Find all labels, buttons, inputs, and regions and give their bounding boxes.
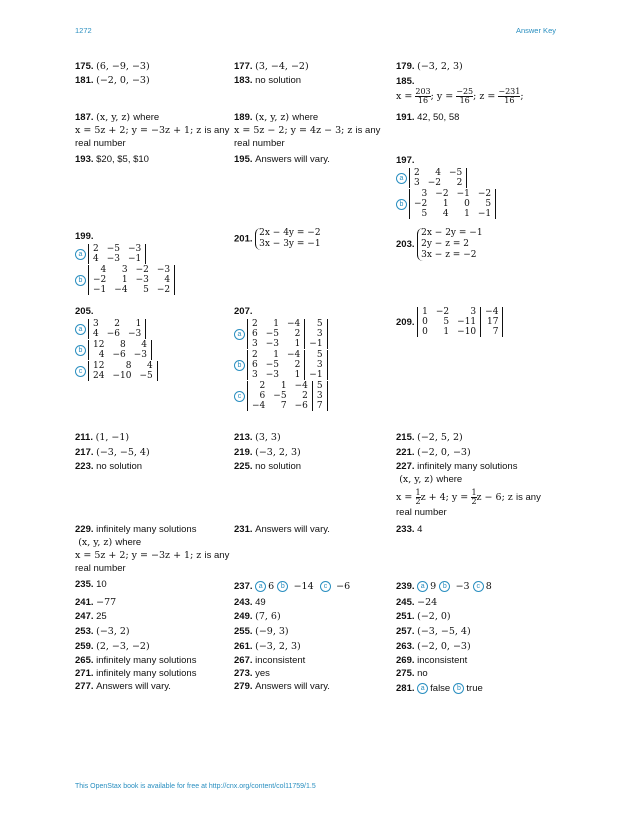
label-a-icon: a — [234, 329, 245, 340]
answer-235: 235. 10 — [75, 579, 107, 590]
answer-219: 219. (−3, 2, 3) — [234, 447, 301, 458]
answer-181: 181. (−2, 0, −3) — [75, 75, 150, 86]
answer-191: 191. 42, 50, 58 — [396, 112, 460, 123]
answer-179: 179. (−3, 2, 3) — [396, 61, 463, 72]
answer-187: 187. (x, y, z) where x = 5z + 2; y = −3z + 1; z is any real number — [75, 112, 230, 149]
answer-225: 225. no solution — [234, 461, 302, 472]
matrix-b: 4 3 −2 −3 −2 1 −3 4 −1 −4 5 −2 — [88, 265, 175, 295]
label-b-icon: b — [75, 345, 86, 356]
matrix-a: 2 −5 −3 4 −3 −1 — [88, 244, 146, 264]
answer-207: 207. a 2 1 −4 5 6 −5 2 3 3 −3 1 −1 b 2 1 −4 5 6 −5 2 3 3 −3 1 −1 c 2 1 −4 5 6 −5 2 3 −4 7 −6 7 — [234, 305, 328, 412]
label-a-icon: a — [255, 581, 266, 592]
answer-227: 227. infinitely many solutions (x, y, z) where x = $\frac{1}{2}$ z + 4; y = $\frac{1}{2}$ z − 6; z is any real number — [396, 461, 541, 518]
answer-271: 271. infinitely many solutions — [75, 668, 197, 679]
matrix-b: 3 −2 −1 −2 −2 1 0 5 5 4 1 −1 — [409, 189, 496, 219]
matrix-b: 12 8 4 4 −6 −3 — [88, 340, 152, 360]
answer-205: 205. a 3 2 1 4 −6 −3 b 12 8 4 4 −6 −3 c 12 8 4 24 −10 −5 — [75, 305, 158, 382]
footer-note: This OpenStax book is available for free at http://cnx.org/content/col11759/1.5 — [75, 783, 316, 790]
answer-185: 185. x = $\frac{203}{16}$ ; y = $\frac{-25}{16}$ ; z = $\frac{-231}{16}$ ; — [396, 76, 524, 105]
answer-221: 221. (−2, 0, −3) — [396, 447, 471, 458]
answer-177: 177. (3, −4, −2) — [234, 61, 309, 72]
answer-251: 251. (−2, 0) — [396, 611, 451, 622]
answer-281: 281. a false b true — [396, 683, 483, 694]
answer-193: 193. $20, $5, $10 — [75, 154, 149, 165]
label-b-icon: b — [453, 683, 464, 694]
answer-257: 257. (−3, −5, 4) — [396, 626, 471, 637]
fraction: $\frac{1}{2}$ — [415, 488, 421, 506]
answer-269: 269. inconsistent — [396, 655, 468, 666]
fraction: $\frac{-231}{16}$ — [498, 87, 521, 105]
answer-189: 189. (x, y, z) where x = 5z − 2; y = 4z − 3; z is any real number — [234, 112, 381, 149]
answer-237: 237. a 6 b −14 c −6 — [234, 581, 351, 592]
answer-249: 249. (7, 6) — [234, 611, 281, 622]
augmented-matrix-b: 2 1 −4 5 6 −5 2 3 3 −3 1 −1 — [247, 350, 328, 380]
answer-243: 243. 49 — [234, 597, 266, 608]
fraction: $\frac{203}{16}$ — [415, 87, 431, 105]
answer-273: 273. yes — [234, 668, 270, 679]
matrix-a: 2 4 −5 3 −2 2 — [409, 168, 467, 188]
equation-system: 2x − 2y = −1 2y − z = 2 3x − z = −2 — [417, 228, 482, 261]
answer-277: 277. Answers will vary. — [75, 681, 171, 692]
augmented-matrix-c: 2 1 −4 5 6 −5 2 3 −4 7 −6 7 — [247, 381, 328, 411]
answer-267: 267. inconsistent — [234, 655, 306, 666]
answer-213: 213. (3, 3) — [234, 432, 281, 443]
augmented-matrix: 1 −2 3 −4 0 5 −11 17 0 1 −10 7 — [417, 307, 503, 337]
answer-241: 241. −77 — [75, 597, 117, 608]
matrix-c: 12 8 4 24 −10 −5 — [88, 361, 158, 381]
fraction: $\frac{1}{2}$ — [471, 488, 477, 506]
answer-231: 231. Answers will vary. — [234, 524, 330, 535]
page-number: 1272 — [75, 26, 92, 35]
answer-261: 261. (−3, 2, 3) — [234, 641, 301, 652]
label-b-icon: b — [277, 581, 288, 592]
answer-229: 229. infinitely many solutions (x, y, z) where x = 5z + 2; y = −3z + 1; z is any real number — [75, 524, 230, 574]
answer-265: 265. infinitely many solutions — [75, 655, 197, 666]
equation-system: 2x − 4y = −2 3x − 3y = −1 — [255, 228, 320, 250]
answer-233: 233. 4 — [396, 524, 423, 535]
label-b-icon: b — [75, 275, 86, 286]
label-c-icon: c — [234, 391, 245, 402]
answer-183: 183. no solution — [234, 75, 302, 86]
answer-247: 247. 25 — [75, 611, 107, 622]
answer-211: 211. (1, −1) — [75, 432, 130, 443]
label-a-icon: a — [396, 173, 407, 184]
matrix-a: 3 2 1 4 −6 −3 — [88, 319, 146, 339]
answer-223: 223. no solution — [75, 461, 143, 472]
label-a-icon: a — [75, 249, 86, 260]
fraction: $\frac{-25}{16}$ — [456, 87, 474, 105]
answer-259: 259. (2, −3, −2) — [75, 641, 150, 652]
label-a-icon: a — [417, 581, 428, 592]
label-a-icon: a — [75, 324, 86, 335]
augmented-matrix-a: 2 1 −4 5 6 −5 2 3 3 −3 1 −1 — [247, 319, 328, 349]
label-c-icon: c — [320, 581, 331, 592]
answer-255: 255. (−9, 3) — [234, 626, 289, 637]
label-b-icon: b — [439, 581, 450, 592]
answer-275: 275. no — [396, 668, 428, 679]
answer-209: 209 . 1 −2 3 −4 0 5 −11 17 0 1 −10 7 — [396, 306, 503, 338]
answer-239: 239. a 9 b −3 c 8 — [396, 581, 492, 592]
answer-199: 199. a 2 −5 −3 4 −3 −1 b 4 3 −2 −3 −2 1 −3 4 −1 −4 5 −2 — [75, 230, 175, 296]
label-b-icon: b — [396, 199, 407, 210]
label-b-icon: b — [234, 360, 245, 371]
answer-201: 201. 2x − 4y = −2 3x − 3y = −1 — [234, 228, 321, 249]
section-title: Answer Key — [515, 26, 556, 35]
answer-203: 203. 2x − 2y = −1 2y − z = 2 3x − z = −2 — [396, 228, 483, 260]
label-c-icon: c — [473, 581, 484, 592]
answer-245: 245. −24 — [396, 597, 438, 608]
answer-175: 175. (6, −9, −3) — [75, 61, 150, 72]
label-a-icon: a — [417, 683, 428, 694]
answer-215: 215. (−2, 5, 2) — [396, 432, 463, 443]
answer-217: 217. (−3, −5, 4) — [75, 447, 150, 458]
answer-195: 195. Answers will vary. — [234, 154, 330, 165]
answer-279: 279. Answers will vary. — [234, 681, 330, 692]
label-c-icon: c — [75, 366, 86, 377]
answer-253: 253. (−3, 2) — [75, 626, 130, 637]
answer-263: 263. (−2, 0, −3) — [396, 641, 471, 652]
answer-197: 197. a 2 4 −5 3 −2 2 b 3 −2 −1 −2 −2 1 0 5 5 4 1 −1 — [396, 154, 496, 220]
